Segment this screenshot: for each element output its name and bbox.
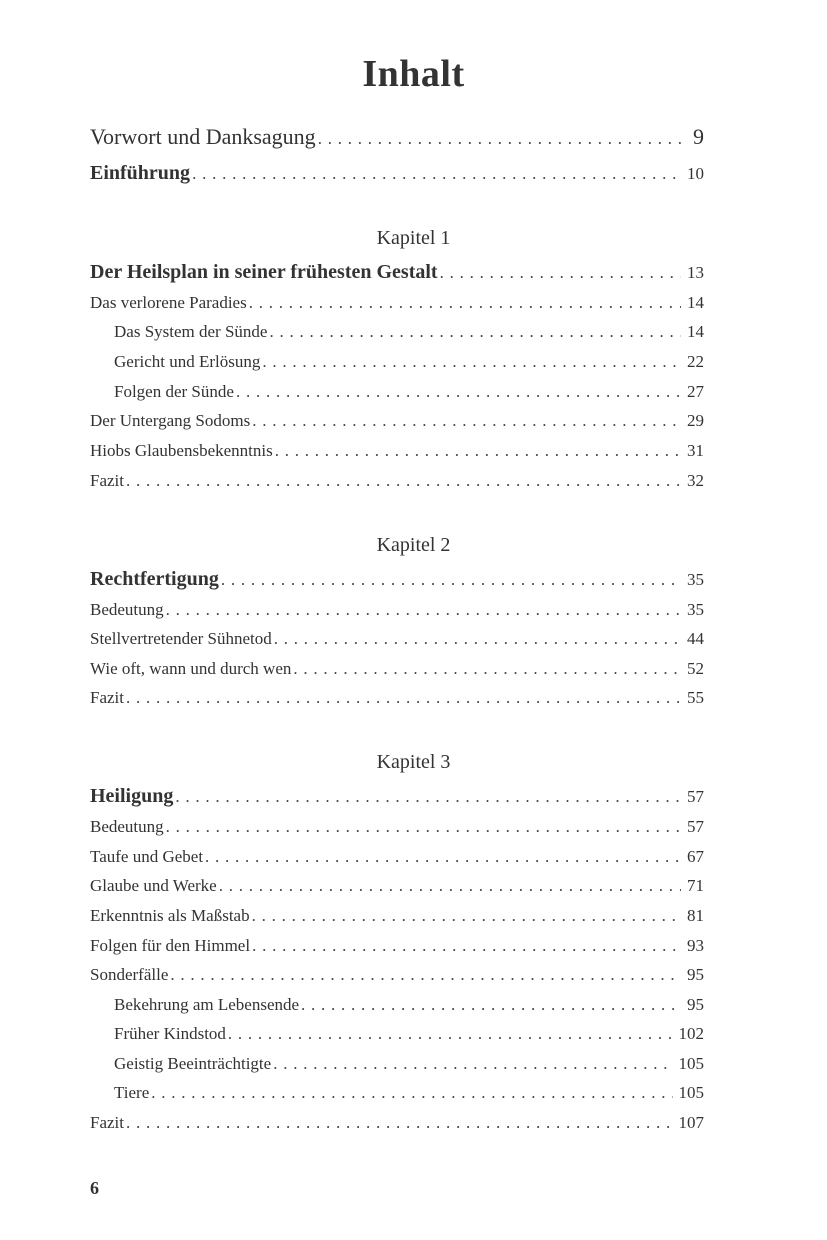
dot-leader — [269, 322, 681, 342]
toc-entry-label: Das verlorene Paradies — [90, 293, 247, 312]
dot-leader — [166, 600, 681, 620]
dot-leader — [318, 129, 687, 149]
toc-entry-page: 9 — [693, 124, 704, 149]
dot-leader — [274, 629, 681, 649]
toc-entry-label: Das System der Sünde — [114, 322, 268, 341]
page-title: Inhalt — [362, 53, 465, 95]
chapter-heading: Kapitel 3 — [376, 751, 451, 773]
toc-entry-vorwort — [90, 124, 704, 156]
toc-entry — [90, 688, 704, 714]
toc-entry-page: 81 — [687, 906, 704, 925]
toc-entry — [90, 600, 704, 626]
toc-entry-label: Folgen der Sünde — [114, 382, 234, 401]
toc-entry-page: 105 — [678, 1083, 704, 1102]
toc-entry — [90, 847, 704, 873]
toc-entry-page: 10 — [687, 164, 704, 183]
toc-entry — [90, 659, 704, 685]
toc-entry — [90, 876, 704, 902]
toc-entry-page: 35 — [687, 570, 704, 589]
dot-leader — [126, 471, 681, 491]
toc-entry-label: Bekehrung am Lebensende — [114, 995, 300, 1014]
toc-entry-page: 14 — [687, 293, 704, 312]
dot-leader — [219, 876, 681, 896]
toc-entry-label: Der Untergang Sodoms — [90, 411, 251, 430]
dot-leader — [275, 441, 681, 461]
dot-leader — [221, 570, 681, 590]
dot-leader — [252, 906, 681, 926]
toc-entry-page: 67 — [687, 847, 704, 866]
toc-subentry — [90, 1083, 704, 1109]
dot-leader — [192, 164, 681, 184]
toc-entry-label: Taufe und Gebet — [90, 847, 204, 866]
toc-entry — [90, 441, 704, 467]
toc-entry-page: 107 — [678, 1113, 704, 1132]
toc-entry-label: Sonderfälle — [90, 965, 169, 984]
dot-leader — [249, 293, 681, 313]
toc-entry — [90, 411, 704, 437]
chapter-heading: Kapitel 1 — [376, 227, 451, 249]
dot-leader — [293, 659, 681, 679]
dot-leader — [236, 382, 681, 402]
toc-entry — [90, 471, 704, 497]
toc-entry-label: Geistig Beeinträchtigte — [114, 1054, 272, 1073]
toc-entry — [90, 293, 704, 319]
toc-chapter-title — [90, 785, 704, 811]
dot-leader — [166, 817, 681, 837]
toc-entry-page: 27 — [687, 382, 704, 401]
toc-entry-page: 35 — [687, 600, 704, 619]
toc-entry-page: 57 — [687, 817, 704, 836]
toc-entry-label: Heiligung — [90, 785, 174, 807]
toc-entry-label: Fazit — [90, 688, 124, 707]
toc-entry-label: Erkenntnis als Maßstab — [90, 906, 250, 925]
toc-entry-page: 44 — [687, 629, 704, 648]
toc-entry-label: Glaube und Werke — [90, 876, 217, 895]
dot-leader — [228, 1024, 673, 1044]
toc-subentry — [90, 322, 704, 348]
toc-entry-page: 102 — [678, 1024, 704, 1043]
toc-entry-page: 22 — [687, 352, 704, 371]
toc-entry-label: Gericht und Erlösung — [114, 352, 261, 371]
toc-entry-page: 52 — [687, 659, 704, 678]
toc-entry-label: Tiere — [114, 1083, 150, 1102]
toc-entry — [90, 965, 704, 991]
toc-entry — [90, 906, 704, 932]
toc-entry-label: Früher Kindstod — [114, 1024, 226, 1043]
toc-entry-page: 95 — [687, 965, 704, 984]
dot-leader — [205, 847, 681, 867]
toc-subentry — [90, 1024, 704, 1050]
dot-leader — [126, 688, 681, 708]
toc-subentry — [90, 352, 704, 378]
toc-entry — [90, 1113, 704, 1139]
dot-leader — [252, 411, 681, 431]
dot-leader — [440, 263, 681, 283]
toc-entry-label: Einführung — [90, 162, 191, 184]
toc-entry-page: 29 — [687, 411, 704, 430]
toc-entry — [90, 936, 704, 962]
toc-entry-label: Bedeutung — [90, 817, 164, 836]
toc-entry-label: Fazit — [90, 1113, 124, 1132]
toc-entry-page: 55 — [687, 688, 704, 707]
toc-entry — [90, 817, 704, 843]
toc-entry-page: 105 — [678, 1054, 704, 1073]
toc-entry-label: Bedeutung — [90, 600, 164, 619]
toc-entry-page: 57 — [687, 787, 704, 806]
page-number: 6 — [90, 1178, 99, 1198]
dot-leader — [151, 1083, 672, 1103]
toc-entry-page: 71 — [687, 876, 704, 895]
toc-entry-label: Wie oft, wann und durch wen — [90, 659, 292, 678]
toc-chapter-title — [90, 568, 704, 594]
dot-leader — [301, 995, 681, 1015]
toc-entry — [90, 629, 704, 655]
toc-entry-page: 95 — [687, 995, 704, 1014]
dot-leader — [170, 965, 681, 985]
dot-leader — [262, 352, 681, 372]
toc-entry-page: 14 — [687, 322, 704, 341]
toc-entry-page: 31 — [687, 441, 704, 460]
toc-subentry — [90, 382, 704, 408]
dot-leader — [126, 1113, 673, 1133]
dot-leader — [252, 936, 681, 956]
dot-leader — [273, 1054, 672, 1074]
toc-chapter-title — [90, 261, 704, 287]
toc-entry-label: Vorwort und Danksagung — [90, 124, 316, 149]
toc-entry-label: Stellvertretender Sühnetod — [90, 629, 272, 648]
toc-entry-page: 93 — [687, 936, 704, 955]
toc-entry-label: Der Heilsplan in seiner frühesten Gestalt — [90, 261, 438, 283]
toc-entry-page: 13 — [687, 263, 704, 282]
toc-subentry — [90, 995, 704, 1021]
toc-entry-einfuehrung — [90, 162, 704, 188]
toc-entry-label: Fazit — [90, 471, 124, 490]
chapter-heading: Kapitel 2 — [376, 534, 451, 556]
toc-subentry — [90, 1054, 704, 1080]
toc-entry-page: 32 — [687, 471, 704, 490]
dot-leader — [175, 787, 681, 807]
toc-entry-label: Folgen für den Himmel — [90, 936, 251, 955]
toc-entry-label: Hiobs Glaubensbekenntnis — [90, 441, 273, 460]
toc-entry-label: Rechtfertigung — [90, 568, 219, 590]
